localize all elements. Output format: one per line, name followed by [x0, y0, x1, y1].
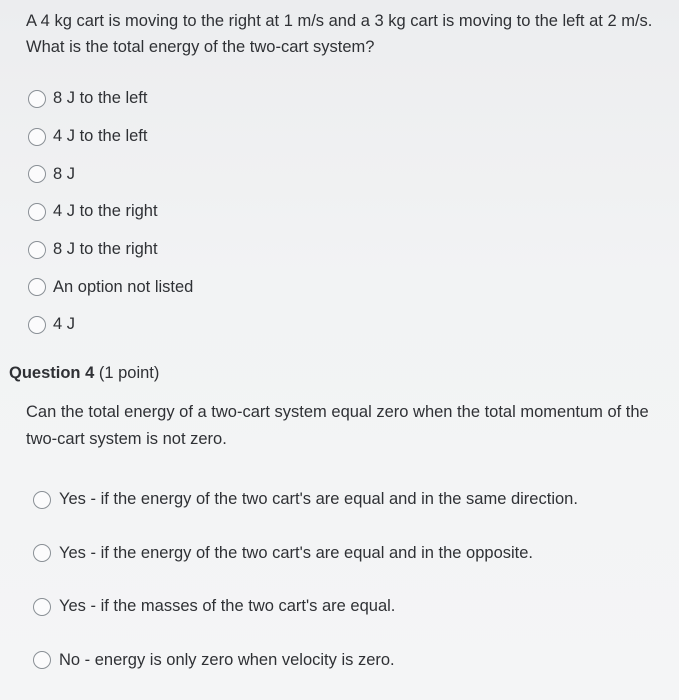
answer-option[interactable]	[28, 80, 193, 118]
radio-button[interactable]	[33, 598, 51, 616]
answer-option[interactable]	[28, 155, 193, 193]
radio-button[interactable]	[33, 651, 51, 669]
question-4-header	[9, 364, 159, 383]
radio-button[interactable]	[28, 165, 46, 183]
question-3-text: A 4 kg cart is moving to the right at 1 m/s and a 3 kg cart is moving to the left at 2 m/s. What is the total energy of the two-cart system?	[26, 12, 653, 56]
answer-option-label: 8 J to the right	[53, 240, 158, 259]
radio-button[interactable]	[33, 491, 51, 509]
answer-option[interactable]	[28, 118, 193, 156]
question-3-options	[28, 80, 193, 344]
answer-option-label: Yes - if the masses of the two cart's are equal.	[59, 597, 396, 616]
question-4-options	[33, 473, 578, 687]
answer-option-label: 4 J to the right	[53, 202, 158, 221]
radio-button[interactable]	[33, 544, 51, 562]
radio-button[interactable]	[28, 316, 46, 334]
radio-button[interactable]	[28, 241, 46, 259]
answer-option-label: An option not listed	[53, 277, 194, 296]
answer-option[interactable]	[33, 473, 578, 527]
answer-option[interactable]	[28, 193, 193, 231]
answer-option[interactable]	[33, 527, 578, 581]
answer-option-label: 4 J	[53, 315, 76, 334]
answer-option-label: 4 J to the left	[53, 127, 148, 146]
radio-button[interactable]	[28, 90, 46, 108]
answer-option-label: 8 J	[53, 164, 76, 183]
radio-button[interactable]	[28, 128, 46, 146]
answer-option[interactable]	[28, 231, 193, 269]
question-4-title: Question 4	[9, 364, 95, 382]
answer-option-label: Yes - if the energy of the two cart's are equal and in the same direction.	[59, 490, 578, 509]
question-4-points: (1 point)	[98, 364, 160, 382]
radio-button[interactable]	[28, 278, 46, 296]
answer-option[interactable]	[33, 634, 578, 688]
answer-option-label: No - energy is only zero when velocity is zero.	[59, 650, 395, 669]
answer-option-label: Yes - if the energy of the two cart's are equal and in the opposite.	[59, 543, 534, 562]
question-4-text: Can the total energy of a two-cart system equal zero when the total momentum of the two-cart system is not zero.	[26, 403, 649, 448]
answer-option-label: 8 J to the left	[53, 89, 148, 108]
radio-button[interactable]	[28, 203, 46, 221]
answer-option[interactable]	[28, 268, 193, 306]
answer-option[interactable]	[28, 306, 193, 344]
answer-option[interactable]	[33, 580, 578, 634]
